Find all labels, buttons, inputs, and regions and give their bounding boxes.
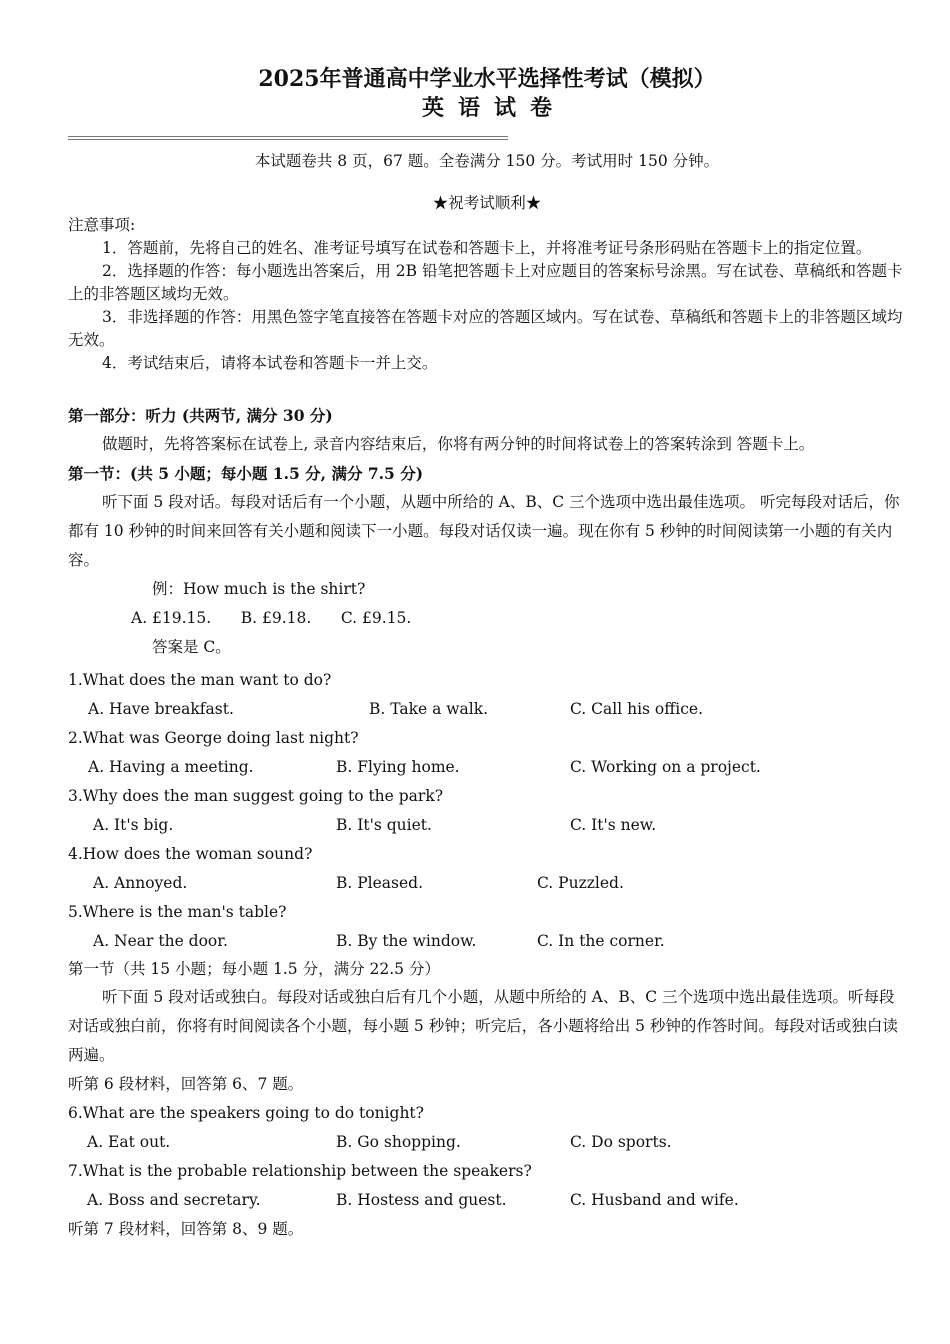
option-b: B. By the window.	[336, 932, 477, 950]
exam-title: 2025年普通高中学业水平选择性考试（模拟）	[258, 66, 716, 92]
question-3: 3.Why does the man suggest going to the park?	[68, 787, 444, 805]
options-5	[68, 927, 906, 956]
section2-instruction: 听下面 5 段对话或独白。每段对话或独白后有几个小题，从题中所给的 A、B、C 三个选项中选出最佳选项。听每段对话或独白前，你将有时间阅读各个小题，每小题 5 秒钟；听完后，各小题将给出 5 秒钟的作答时间。每段对话或独白读两遍。	[68, 988, 898, 1064]
part1-instruction: 做题时，先将答案标在试卷上, 录音内容结束后，你将有两分钟的时间将试卷上的答案转涂到 答题卡上。	[102, 435, 815, 453]
options-3	[68, 811, 906, 840]
example-options: A. £19.15. B. £9.18. C. £9.15.	[131, 609, 412, 627]
options-2	[68, 753, 906, 782]
question-2: 2.What was George doing last night?	[68, 729, 359, 747]
section1-instruction: 听下面 5 段对话。每段对话后有一个小题，从题中所给的 A、B、C 三个选项中选出最佳选项。 听完每段对话后，你都有 10 秒钟的时间来回答有关小题和阅读下一小题。每段对话仅读一遍。现在你有 5 秒钟的时间阅读第一小题的有关内容。	[68, 493, 900, 569]
option-a: A. It's big.	[93, 816, 174, 834]
section2-heading: 第一节（共 15 小题；每小题 1.5 分，满分 22.5 分）	[68, 960, 440, 978]
options-4	[68, 869, 906, 898]
option-a: A. Have breakfast.	[88, 700, 234, 718]
spacer	[68, 375, 906, 403]
option-c: C. Call his office.	[570, 700, 704, 718]
question-7: 7.What is the probable relationship between the speakers?	[68, 1162, 532, 1180]
option-a: A. Boss and secretary.	[87, 1191, 261, 1209]
option-c: C. Husband and wife.	[570, 1191, 739, 1209]
note-item: 3．非选择题的作答：用黑色签字笔直接答在答题卡对应的答题区域内。写在试卷、草稿纸和答题卡上的非答题区域均无效。	[68, 308, 903, 349]
option-c: C. In the corner.	[537, 932, 665, 950]
question-4: 4.How does the woman sound?	[68, 845, 313, 863]
option-a: A. Near the door.	[93, 932, 228, 950]
material-7-note: 听第 7 段材料，回答第 8、9 题。	[68, 1220, 304, 1238]
good-luck-line: ★祝考试顺利★	[432, 194, 542, 212]
material-6-note: 听第 6 段材料，回答第 6、7 题。	[68, 1075, 304, 1093]
exam-page	[68, 64, 906, 1244]
option-b: B. Hostess and guest.	[336, 1191, 507, 1209]
title-divider	[68, 136, 508, 140]
option-b: B. Go shopping.	[336, 1133, 461, 1151]
question-6: 6.What are the speakers going to do tonight?	[68, 1104, 424, 1122]
option-c: C. It's new.	[570, 816, 657, 834]
options-6	[68, 1128, 906, 1157]
option-a: A. Eat out.	[87, 1133, 171, 1151]
option-a: A. Annoyed.	[93, 874, 188, 892]
exam-subtitle: 英语试卷	[421, 95, 566, 121]
note-item: 1．答题前，先将自己的姓名、准考证号填写在试卷和答题卡上，并将准考证号条形码贴在答题卡上的指定位置。	[102, 239, 872, 257]
option-c: C. Puzzled.	[537, 874, 624, 892]
question-5: 5.Where is the man's table?	[68, 903, 287, 921]
section1-heading: 第一节：(共 5 小题；每小题 1.5 分, 满分 7.5 分)	[68, 464, 424, 483]
option-b: B. Pleased.	[336, 874, 424, 892]
option-c: C. Do sports.	[570, 1133, 672, 1151]
question-1: 1.What does the man want to do?	[68, 671, 332, 689]
example-question: 例：How much is the shirt?	[152, 580, 366, 598]
example-answer: 答案是 C。	[152, 638, 231, 656]
option-b: B. Take a walk.	[369, 700, 489, 718]
note-item: 4．考试结束后，请将本试卷和答题卡一并上交。	[102, 354, 438, 372]
option-a: A. Having a meeting.	[88, 758, 254, 776]
notes-heading: 注意事项:	[68, 216, 136, 234]
options-7	[68, 1186, 906, 1215]
exam-info: 本试题卷共 8 页，67 题。全卷满分 150 分。考试用时 150 分钟。	[254, 152, 720, 170]
part1-heading: 第一部分：听力 (共两节, 满分 30 分)	[68, 406, 333, 425]
options-1	[68, 695, 906, 724]
option-c: C. Working on a project.	[570, 758, 761, 776]
option-b: B. It's quiet.	[336, 816, 432, 834]
note-item: 2．选择题的作答：每小题选出答案后，用 2B 铅笔把答题卡上对应题目的答案标号涂黑。写在试卷、草稿纸和答题卡上的非答题区域均无效。	[68, 262, 903, 303]
option-b: B. Flying home.	[336, 758, 460, 776]
